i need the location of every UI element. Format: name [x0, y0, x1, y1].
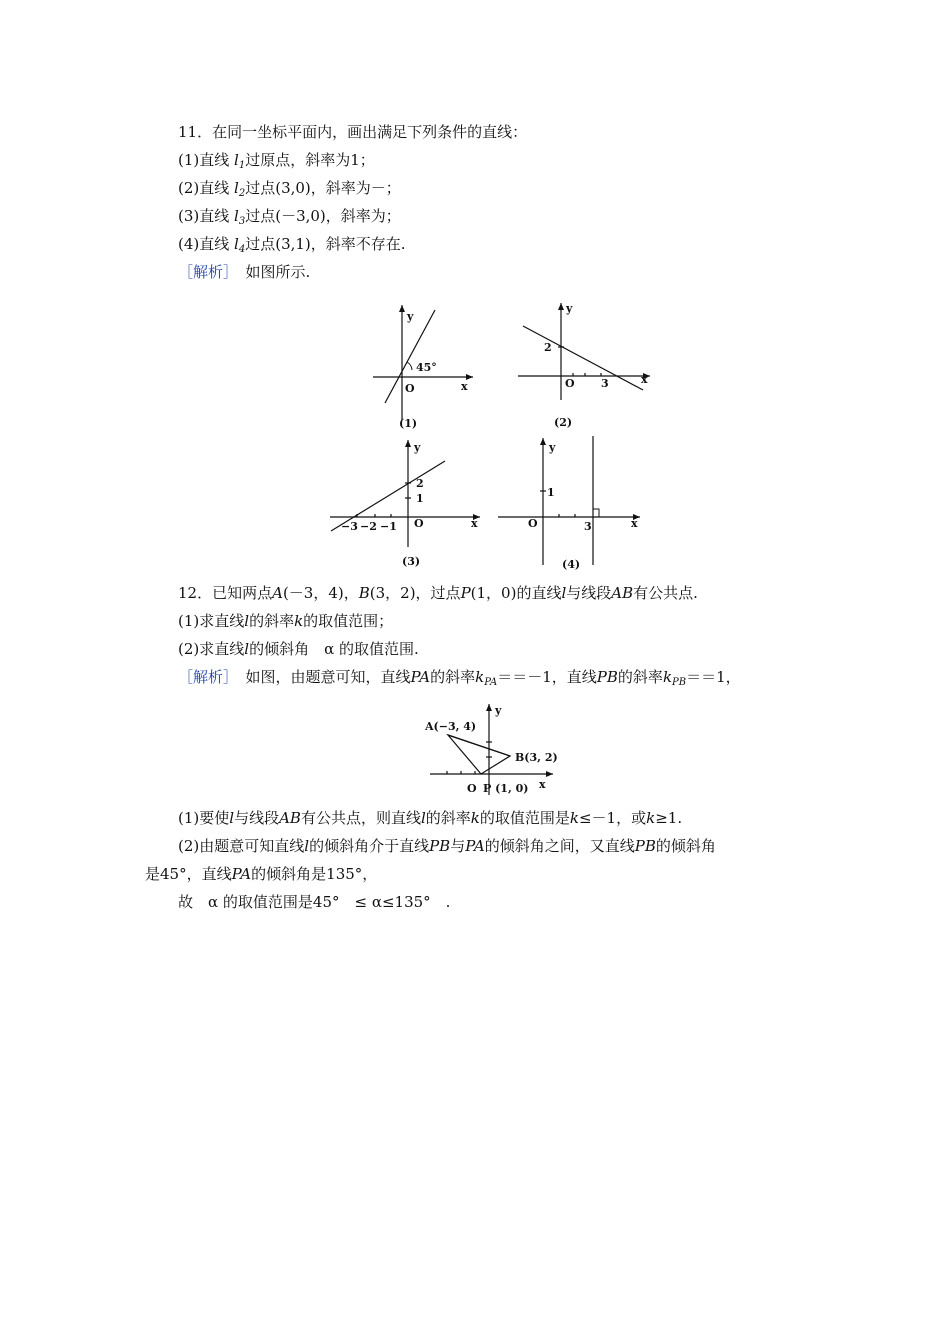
fig2-caption: (2): [554, 416, 573, 429]
q12-analysis: ［解析］ 如图，由题意可知，直线PA的斜率$k_{PA}==-1$，直线PB的斜率$k_{PB}==1$，: [178, 668, 741, 688]
q12-stem: 12．已知两点A(－3，4)，B(3，2)，过点P(1，0)的直线l与线段AB有公共点.: [178, 584, 698, 602]
fig5-point-P: P (1, 0): [483, 782, 529, 795]
figure-2: [515, 300, 655, 430]
q12-answer-3: 故 α 的取值范围是45° ≤ α≤135° .: [178, 893, 451, 911]
fig1-y-label: y: [407, 310, 414, 323]
q12-answer-1: (1)要使l与线段AB有公共点，则直线l的斜率k的取值范围是k≤－1，或k≥1.: [178, 809, 683, 827]
fig3-tick-neg1: −1: [380, 520, 397, 533]
fig2-y-intercept: 2: [544, 341, 552, 354]
fig4-caption: (4): [562, 558, 581, 571]
figure-3: [325, 435, 485, 570]
fig2-x-label: x: [641, 373, 648, 386]
fig3-tick-2: 2: [416, 477, 424, 490]
fig3-origin: O: [414, 517, 424, 530]
q11-stem: 11．在同一坐标平面内，画出满足下列条件的直线：: [178, 123, 528, 141]
q12-answer-2-cont: 是45°，直线PA的倾斜角是135°，: [145, 865, 378, 883]
fig3-tick-1: 1: [416, 492, 424, 505]
figure-5: [425, 700, 560, 800]
fig4-tick-1: 1: [547, 486, 555, 499]
fig2-x-intercept: 3: [601, 377, 609, 390]
fig1-origin: O: [405, 382, 415, 395]
q12-part-1: (1)求直线l的斜率k的取值范围；: [178, 612, 394, 630]
analysis-tag: ［解析］: [178, 263, 231, 281]
fig4-tick-3: 3: [584, 520, 592, 533]
fig1-x-label: x: [461, 380, 468, 393]
q11-condition-3: (3)直线 $l_3$过点(－3,0)，斜率为；: [178, 207, 401, 227]
fig3-caption: (3): [402, 555, 421, 568]
q11-analysis: ［解析］ 如图所示.: [178, 263, 311, 281]
fig5-y-label: y: [495, 704, 502, 717]
q11-condition-2: (2)直线 $l_2$过点(3,0)，斜率为－；: [178, 179, 401, 199]
fig1-angle: 45°: [416, 361, 437, 374]
q12-answer-2: (2)由题意可知直线l的倾斜角介于直线PB与PA的倾斜角之间，又直线PB的倾斜角: [178, 837, 716, 855]
fig3-y-label: y: [414, 441, 421, 454]
q11-condition-1: (1)直线 $l_1$过原点，斜率为1；: [178, 151, 375, 171]
fig2-line-l2: [523, 326, 643, 390]
fig5-point-B: B(3, 2): [515, 751, 558, 764]
fig5-point-A: A(−3, 4): [425, 720, 477, 733]
q12-part-2: (2)求直线l的倾斜角 α 的取值范围.: [178, 640, 419, 658]
figure-4: [495, 433, 645, 570]
fig3-tick-neg3: −3: [341, 520, 358, 533]
figure-1: [365, 300, 475, 435]
fig4-origin: O: [528, 517, 538, 530]
fig5-triangle-APB: [448, 735, 510, 774]
q11-condition-4: (4)直线 $l_4$过点(3,1)，斜率不存在.: [178, 235, 406, 255]
fig3-tick-neg2: −2: [360, 520, 377, 533]
fig5-origin: O: [467, 782, 477, 795]
fig4-x-label: x: [631, 517, 638, 530]
fig5-x-label: x: [539, 778, 546, 791]
fig1-caption: (1): [399, 417, 418, 430]
analysis-tag: ［解析］: [178, 668, 231, 686]
fig3-x-label: x: [471, 517, 478, 530]
fig4-y-label: y: [549, 441, 556, 454]
fig2-origin: O: [565, 377, 575, 390]
fig2-y-label: y: [566, 302, 573, 315]
